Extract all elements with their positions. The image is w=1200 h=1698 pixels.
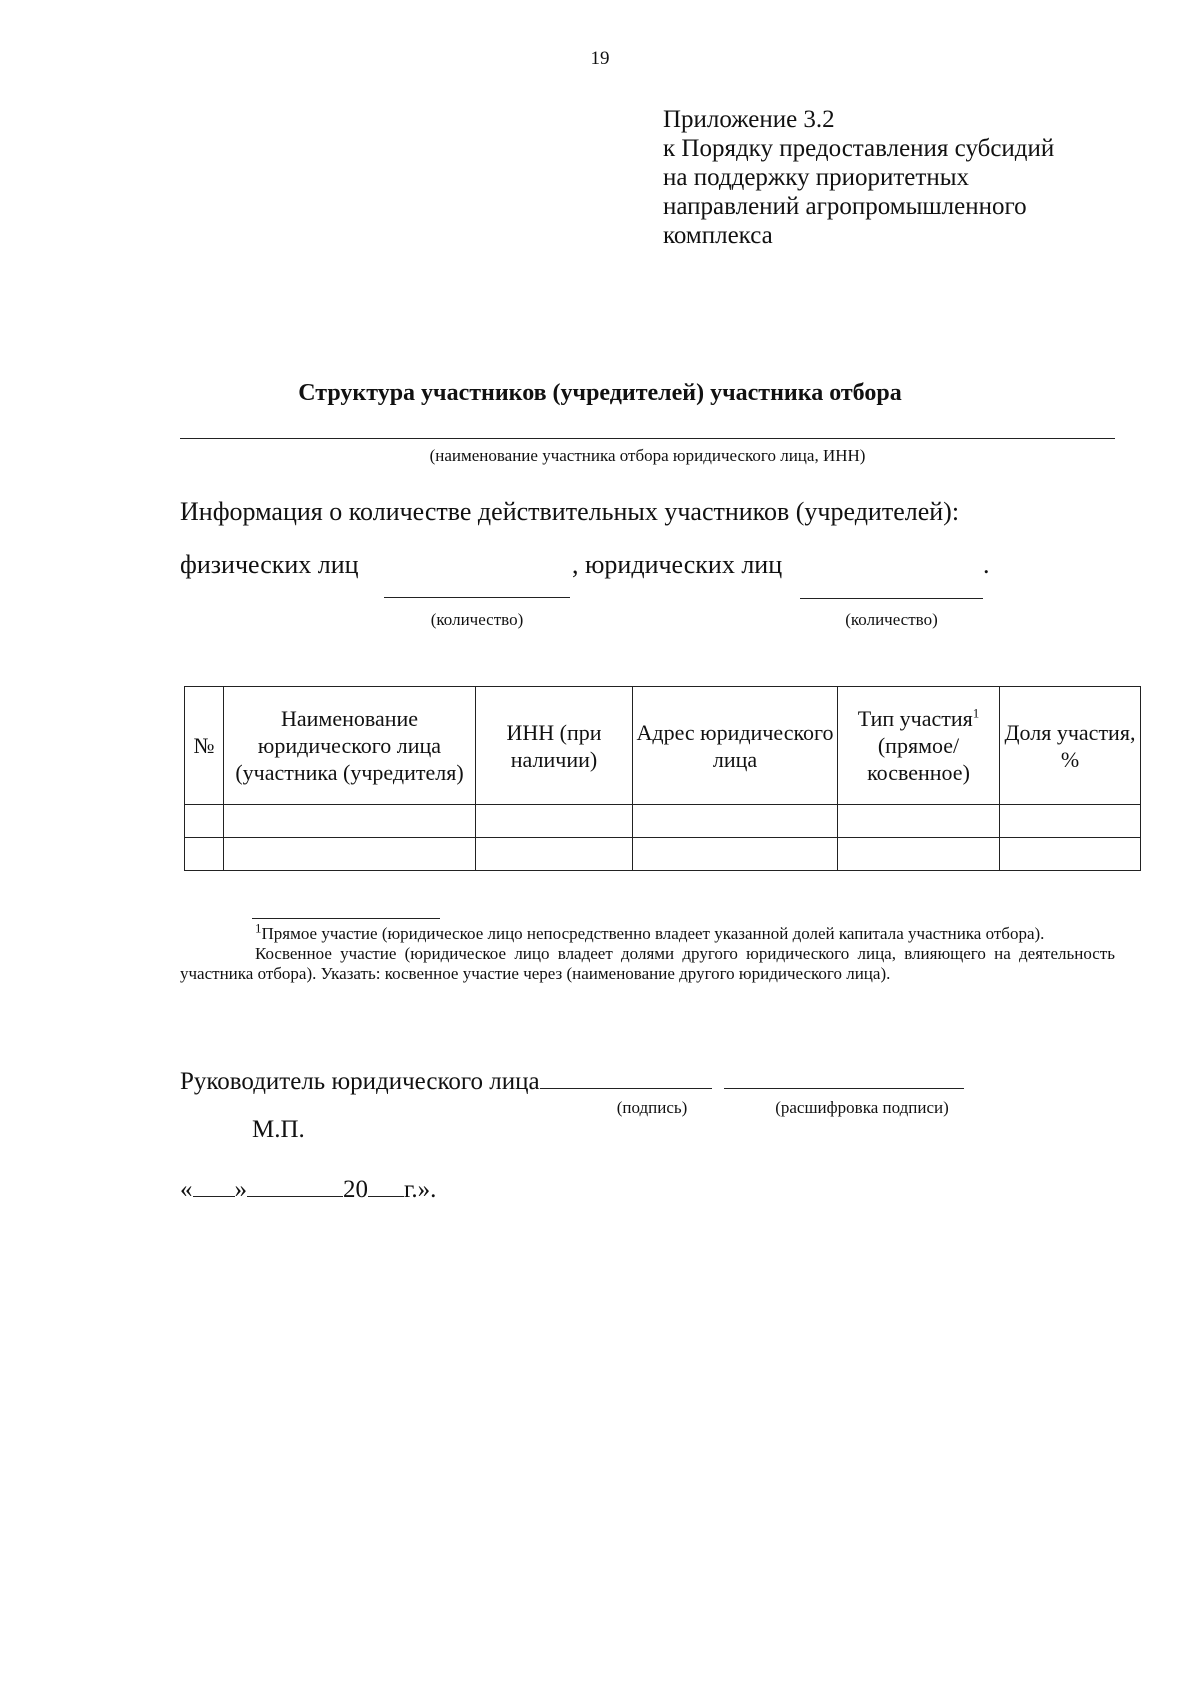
entity-name-line — [180, 438, 1115, 439]
footnote-direct — [180, 920, 1115, 944]
table-cell — [476, 805, 633, 838]
table-cell — [476, 838, 633, 871]
table-cell — [838, 838, 1000, 871]
appendix-line: направлений агропромышленного — [663, 193, 1027, 220]
signature-line — [180, 1066, 964, 1096]
date-day-blank — [193, 1174, 235, 1197]
appendix-line: к Порядку предоставления субсидий — [663, 135, 1055, 162]
document-title: Структура участников (учредителей) участника отбора — [298, 380, 902, 406]
table-row — [185, 838, 1141, 871]
signature-decode-caption: (расшифровка подписи) — [775, 1098, 949, 1117]
legal-count-line — [800, 598, 983, 599]
header-num: № — [185, 687, 224, 805]
date-month-blank — [247, 1174, 343, 1197]
header-name: Наименование юридического лица (участника (учредителя) — [224, 687, 476, 805]
appendix-block — [663, 105, 1054, 250]
signature-decode-blank — [724, 1066, 964, 1089]
footnote-indirect: Косвенное участие (юридическое лицо владеет долями другого юридического лица, влияющего на деятельность участника отбора). Указать: косвенное участие через (наименование другого юридического лица). — [180, 944, 1115, 983]
footnote-ref: 1 — [972, 705, 980, 721]
header-address: Адрес юридического лица — [633, 687, 838, 805]
date-line — [180, 1174, 436, 1204]
footnote-direct-text: Прямое участие (юридическое лицо непосредственно владеет указанной долей капитала участника отбора). — [261, 924, 1045, 943]
stamp-mark: М.П. — [252, 1116, 305, 1143]
page-number: 19 — [590, 48, 610, 69]
appendix-line: Приложение 3.2 — [663, 106, 835, 133]
header-share: Доля участия, % — [1000, 687, 1141, 805]
table-header-row — [185, 687, 1141, 805]
participants-table — [184, 686, 1141, 871]
signature-blank — [540, 1066, 712, 1089]
date-year-prefix: 20 — [343, 1176, 368, 1203]
footnote-mark: 1 — [255, 920, 262, 936]
individuals-label: физических лиц — [180, 550, 359, 579]
date-open-quote: « — [180, 1176, 193, 1203]
signature-label: Руководитель юридического лица — [180, 1068, 540, 1095]
legal-entities-label: , юридических лиц — [572, 550, 783, 579]
entity-name-caption: (наименование участника отбора юридического лица, ИНН) — [429, 446, 866, 465]
individuals-count-line — [384, 597, 570, 598]
footnote-block — [180, 918, 1115, 984]
table-cell — [633, 805, 838, 838]
table-cell — [1000, 838, 1141, 871]
table-row — [185, 805, 1141, 838]
signature-caption: (подпись) — [616, 1098, 688, 1117]
date-year-blank — [368, 1174, 404, 1197]
date-suffix: г.». — [404, 1176, 437, 1203]
header-type-label: Тип участия — [857, 706, 973, 731]
header-type — [838, 687, 1000, 805]
table-cell — [185, 838, 224, 871]
header-type-sub: (прямое/ косвенное) — [867, 733, 970, 785]
header-inn: ИНН (при наличии) — [476, 687, 633, 805]
appendix-line: на поддержку приоритетных — [663, 164, 969, 191]
table-cell — [633, 838, 838, 871]
table-cell — [224, 838, 476, 871]
table-cell — [1000, 805, 1141, 838]
participants-info-text: Информация о количестве действительных участников (учредителей): — [180, 497, 960, 526]
table-cell — [838, 805, 1000, 838]
appendix-line: комплекса — [663, 222, 773, 249]
date-close-quote: » — [234, 1176, 247, 1203]
table-cell — [185, 805, 224, 838]
count-end-mark: . — [983, 550, 990, 579]
legal-count-caption: (количество) — [845, 610, 938, 629]
individuals-count-caption: (количество) — [430, 610, 524, 629]
table-cell — [224, 805, 476, 838]
